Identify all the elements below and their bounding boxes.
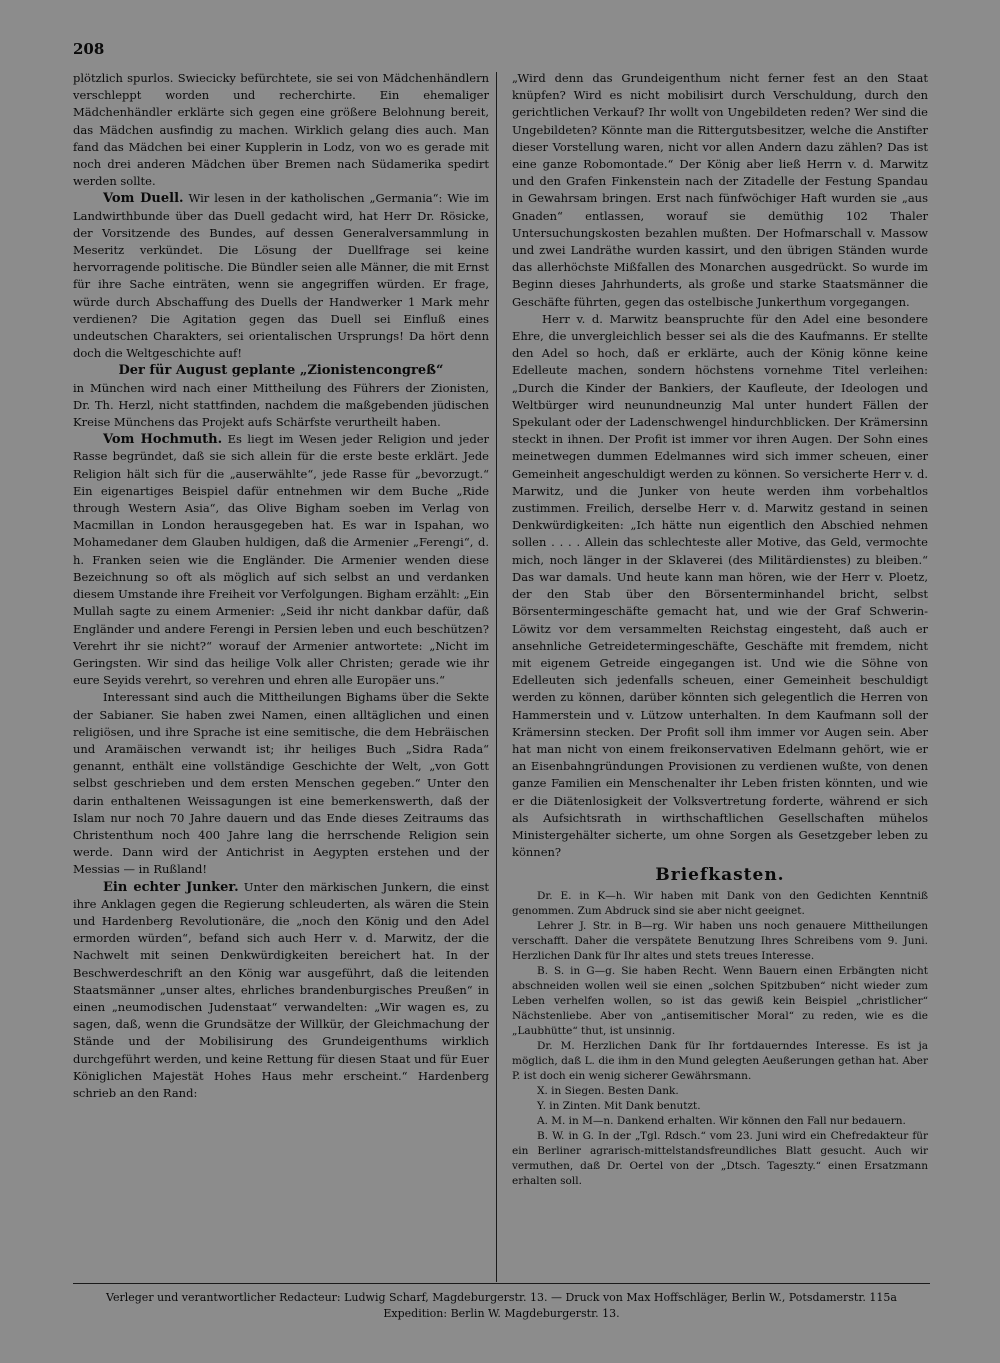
article-text: Wir lesen in der katholischen „Germania“: Wie im Landwirthbunde über das Duell gedacht wird, hat Herr Dr. Rösicke, der Vorsitzende des Bundes, auf dessen Generalversammlung in Meseritz verkündet. Die Lösung der Duellfrage sei keine hervorragende politische. Die Bündler seien alle Männer, die mit Ernst für ihre Sache einträten, wenn sie angegriffen würden. Er frage, würde durch Abschaffung des Duells der Handwerker 1 Mark mehr verdienen? Die Agitation gegen das Duell sei Einfluß eines undeutschen Charakters, sei orientalischen Ursprungs! Da hört denn doch die Weltgeschichte auf! (73, 191, 489, 361)
imprint-line: Verleger und verantwortlicher Redacteur: Ludwig Scharf, Magdeburgerstr. 13. — Druck von Max Hoffschläger, Berlin W., Potsdamerstr. 115a (106, 1291, 897, 1304)
article-duell (73, 190, 489, 362)
article-hochmuth (73, 431, 489, 689)
article-heading: Ein echter Junker. (103, 879, 239, 895)
article-text: Interessant sind auch die Mittheilungen Bighams über die Sekte der Sabianer. Sie haben zwei Namen, einen alltäglichen und einen religiösen, und ihre Sprache ist eine semitische, die dem Hebräischen und Aramäischen verwandt ist; ihr heiliges Buch „Sidra Rada“ genannt, enthält eine vollständige Geschichte der Welt, „von Gott selbst geschrieben und dem ersten Menschen gegeben.“ Unter den darin enthaltenen Weissagungen ist eine bemerkenswerth, daß der Islam nur noch 70 Jahre dauern und das Ende dieses Zeitraums das Christenthum noch 400 Jahre lang die herrschende Religion sein werde. Dann wird der Antichrist in Aegypten erstehen und der Messias — in Rußland! (73, 690, 489, 877)
letterbox-heading: Briefkasten. (655, 865, 785, 886)
article-text: plötzlich spurlos. Swiecicky befürchtete, sie sei von Mädchenhändlern verschleppt worden und recherchirte. Ein ehemaliger Mädchenhändler erklärte sich gegen eine größere Belohnung bereit, das Mädchen ausfindig zu machen. Wirklich gelang dies auch. Man fand das Mädchen bei einer Kupplerin in Lodz, von wo es gerade mit noch drei anderen Mädchen über Bremen nach Südamerika spedirt werden sollte. (73, 71, 489, 189)
letterbox-item: A. M. in M—n. Dankend erhalten. Wir können den Fall nur bedauern. (537, 1114, 906, 1127)
imprint-footer (73, 1290, 930, 1322)
letterbox-item: Dr. E. in K—h. Wir haben mit Dank von den Gedichten Kenntniß genommen. Zum Abdruck sind sie aber nicht geeignet. (512, 889, 928, 917)
letterbox-item: B. W. in G. In der „Tgl. Rdsch.“ vom 23. Juni wird ein Chefredakteur für ein Berliner agrarisch-mittelstandsfreundliches Blatt gesucht. Auch wir vermuthen, daß Dr. Oertel von der „Dtsch. Tageszty.“ einen Ersatzmann erhalten soll. (512, 1129, 928, 1187)
article-text: in München wird nach einer Mittheilung des Führers der Zionisten, Dr. Th. Herzl, nicht stattfinden, nachdem die maßgebenden jüdischen Kreise Münchens das Projekt aufs Schärfste verurtheilt haben. (73, 380, 489, 430)
article-text: „Wird denn das Grundeigenthum nicht ferner fest an den Staat knüpfen? Wird es nicht mobilisirt durch Verschuldung, durch den gerichtlichen Verkauf? Ihr wollt von Ungebildeten reden? Wer sind die Ungebildeten? Könnte man die Rittergutsbesitzer, welche die Anstifter dieser Vorstellung waren, nicht vor allen Andern dazu zählen? Das ist eine ganze Robomontade.“ Der König aber ließ Herrn v. d. Marwitz und den Grafen Finkenstein nach der Zitadelle der Festung Spandau in Gewahrsam bringen. Erst nach fünfwöchiger Haft wurden sie „aus Gnaden“ entlassen, worauf sie demüthig 102 Thaler Untersuchungskosten bezahlen mußten. Der Hofmarschall v. Massow und zwei Landräthe wurden kassirt, und den übrigen Ständen wurde das allerhöchste Mißfallen des Monarchen ausgedrückt. So wurde im Beginn dieses Jahrhunderts, als große und starke Staatsmänner die Geschäfte führten, gegen das ostelbische Junkerthum vorgegangen. (512, 71, 928, 309)
letterbox-item: Lehrer J. Str. in B—rg. Wir haben uns noch genauere Mittheilungen verschafft. Daher die verspätete Benutzung Ihres Schreibens vom 9. Juni. Herzlichen Dank für Ihr altes und stets treues Interesse. (512, 919, 928, 962)
footer-divider (73, 1283, 930, 1284)
article-text: Herr v. d. Marwitz beanspruchte für den Adel eine besondere Ehre, die unvergleichlich besser sei als die des Kaufmanns. Er stellte den Adel so hoch, daß er erklärte, auch der König könne keine Edelleute machen, sondern höchstens vornehme Titel verleihen: „Durch die Kinder der Bankiers, der Kaufleute, der Ideologen und Weltbürger wird neunundneunzig Mal unter hundert Fällen der Spekulant oder der Ladenschwengel hindurchblicken. Der Krämersinn steckt in ihnen. Der Profit ist immer vor ihren Augen. Der Sohn eines meinetwegen dummen Edelmannes wird sich immer scheuen, einer Gemeinheit angeschuldigt werden zu können. So versicherte Herr v. d. Marwitz, und die Junker von heute werden ihm vorbehaltlos zustimmen. Freilich, derselbe Herr v. d. Marwitz gestand in seinen Denkwürdigkeiten: „Ich hätte nun eigentlich den Abschied nehmen sollen . . . . Allein das schlechteste aller Motive, das Geld, vermochte mich, noch länger in der Sklaverei (des Militärdienstes) zu bleiben.“ Das war damals. Und heute kann man hören, wie der Herr v. Ploetz, der den Stab über den Börsenterminhandel bricht, selbst Börsentermingeschäfte gemacht hat, und wie der Graf Schwerin-Löwitz vor dem versammelten Reichstag eingesteht, daß auch er ansehnliche Getreidetermingeschäfte, Geschäfte mit fremdem, nicht mit eigenem Getreide eingegangen ist. Und wie die Söhne von Edelleuten sich jedenfalls scheuen, einer Gemeinheit beschuldigt werden zu können, darüber könnten sich gelegentlich die Herren von Hammerstein und v. Lützow unterhalten. In dem Kaufmann soll der Krämersinn stecken. Der Profit soll ihm immer vor Augen sein. Aber hat man nicht von einem freikonservativen Edelmann gehört, wie er an Eisenbahngründungen Provisionen zu verdienen wußte, von denen ganze Familien ein Menschenalter ihr Leben fristen könnten, und wie er die Diätenlosigkeit der Volksvertretung forderte, während er sich als Aufsichtsrath in wirthschaftlichen Gesellschaften mühelos Ministergehälter sicherte, um ohne Sorgen als Gesetzgeber leben zu können? (512, 311, 928, 860)
column-divider (496, 72, 497, 1282)
left-column (73, 70, 489, 1102)
letterbox (512, 889, 928, 1189)
article-text: Es liegt im Wesen jeder Religion und jeder Rasse begründet, daß sie sich allein für die erste beste erklärt. Jede Religion hält sich für die „auserwählte“, jede Rasse für „bevorzugt.“ Ein eigenartiges Beispiel dafür entnehmen wir dem Buche „Ride through Western Asia“, das Olive Bigham soeben im Verlag von Macmillan in London herausgegeben hat. Es war in Ispahan, wo Mohamedaner dem Glauben huldigen, daß die Armenier „Ferengi“, d. h. Franken seien wie die Engländer. Die Armenier wenden diese Bezeichnung so oft als möglich auf sich selbst an und verdanken diesem Umstande ihre Freiheit vor Verfolgungen. Bigham erzählt: „Ein Mullah sagte zu einem Armenier: „Seid ihr nicht dankbar dafür, daß Engländer und andere Ferengi in Persien leben und euch beschützen? Verehrt ihr sie nicht?“ worauf der Armenier antwortete: „Nicht im Geringsten. Wir sind das heilige Volk aller Christen; gerade wie ihr eure Seyids verehrt, so verehren und ehren alle Europäer uns.“ (73, 432, 490, 688)
letterbox-item: X. in Siegen. Besten Dank. (537, 1084, 679, 1097)
page-number: 208 (73, 40, 105, 58)
article-heading: Vom Duell. (103, 191, 184, 207)
right-column (512, 70, 928, 1189)
letterbox-item: Y. in Zinten. Mit Dank benutzt. (537, 1099, 701, 1112)
article-text: Unter den märkischen Junkern, die einst ihre Anklagen gegen die Regierung schleuderten, als wären die Stein und Hardenberg Revolutionäre, die „noch den König und den Adel ermorden würden“, befand sich auch Herr v. d. Marwitz, der die Nachwelt mit seinen Denkwürdigkeiten bereichert hat. In der Beschwerdeschrift an den König war ausgeführt, daß die leitenden Staatsmänner „unser altes, ehrliches brandenburgisches Preußen“ in einen „neumodischen Judenstaat“ verwandelten: „Wir wagen es, zu sagen, daß, wenn die Grundsätze der Willkür, der Gleichmachung der Stände und der Mobilisirung des Grundeigenthums wirklich durchgeführt werden, und keine Rettung für diesen Staat und für Euer Königlichen Majestät Hohes Haus mehr erscheint.“ Hardenberg schrieb an den Rand: (73, 879, 489, 1100)
article-junker (73, 879, 489, 1103)
article-heading: Vom Hochmuth. (103, 432, 223, 448)
letterbox-item: Dr. M. Herzlichen Dank für Ihr fortdauerndes Interesse. Es ist ja möglich, daß L. die ihm in den Mund gelegten Aeußerungen gethan hat. Aber P. ist doch ein wenig sicherer Gewährsmann. (512, 1039, 928, 1082)
imprint-line: Expedition: Berlin W. Magdeburgerstr. 13. (383, 1307, 620, 1320)
letterbox-item: B. S. in G—g. Sie haben Recht. Wenn Bauern einen Erbängten nicht abschneiden wollen weil sie einen „solchen Spitzbuben“ nicht wieder zum Leben verhelfen wollen, so ist das gewiß kein Beispiel „christlicher“ Nächstenliebe. Aber von „antisemitischer Moral“ zu reden, wie es die „Laubhütte“ thut, ist unsinnig. (512, 964, 928, 1037)
article-heading: Der für August geplante „Zionistencongreß“ (118, 363, 444, 379)
